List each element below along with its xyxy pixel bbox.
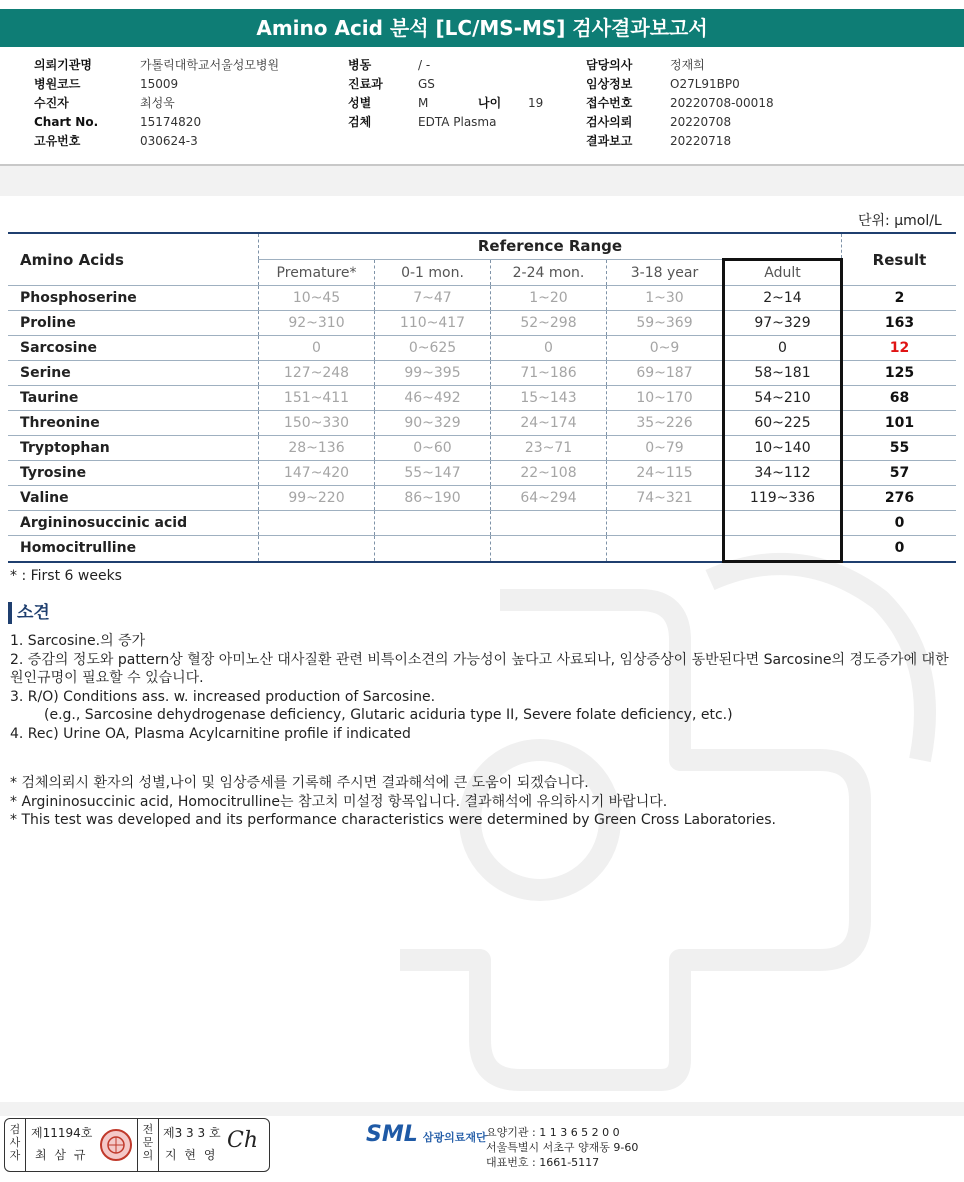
ref-3-18-year: 0~9 <box>607 336 724 361</box>
doctor-name: 정재희 <box>670 58 705 72</box>
address: 서울특별시 서초구 양재동 9-60 <box>486 1141 639 1154</box>
company-address <box>486 1125 638 1170</box>
info-label: 병원코드 <box>34 77 81 91</box>
info-label: 수진자 <box>34 96 69 110</box>
ref-0-1-mon: 55~147 <box>375 461 491 486</box>
ref-premature <box>259 511 375 536</box>
sml-logo: SML <box>366 1122 418 1147</box>
ref-2-24-mon: 22~108 <box>491 461 607 486</box>
ref-0-1-mon: 7~47 <box>375 286 491 311</box>
header-adult: Adult <box>724 260 842 286</box>
report-date: 20220718 <box>670 134 732 148</box>
amino-acid-name: Argininosuccinic acid <box>8 511 259 536</box>
department: GS <box>418 77 435 91</box>
result-value: 163 <box>842 311 957 336</box>
specialist-cert: 제3 3 3 호 <box>163 1126 221 1140</box>
finding-item: 4. Rec) Urine OA, Plasma Acylcarnitine profile if indicated <box>10 725 411 742</box>
ref-3-18-year: 1~30 <box>607 286 724 311</box>
table-row <box>8 436 956 461</box>
result-value: 0 <box>842 536 957 562</box>
examiner-name: 최 삼 규 <box>35 1148 88 1162</box>
ref-premature: 10~45 <box>259 286 375 311</box>
notes-list <box>10 774 950 830</box>
table-footnote: * : First 6 weeks <box>10 568 122 584</box>
ref-adult: 0 <box>724 336 842 361</box>
receipt-number: 20220708-00018 <box>670 96 774 110</box>
note-item: * This test was developed and its performance characteristics were determined by Green Cross Laboratories. <box>10 812 776 828</box>
ref-3-18-year: 69~187 <box>607 361 724 386</box>
amino-acid-name: Homocitrulline <box>8 536 259 562</box>
unit-label: 단위: μmol/L <box>858 213 942 229</box>
table-row <box>8 286 956 311</box>
phone: 대표번호 : 1661-5117 <box>486 1156 600 1169</box>
result-value: 68 <box>842 386 957 411</box>
result-value: 12 <box>842 336 957 361</box>
info-label: Chart No. <box>34 115 99 129</box>
table-row <box>8 386 956 411</box>
footer-band <box>0 1102 964 1116</box>
report-title: Amino Acid 분석 [LC/MS-MS] 검사결과보고서 <box>0 9 964 47</box>
table-row <box>8 311 956 336</box>
info-label: 검체 <box>348 115 372 129</box>
specialist-label-cell <box>137 1119 159 1171</box>
specialist-label: 전문의 <box>142 1123 154 1162</box>
info-label: 검사의뢰 <box>586 115 633 129</box>
amino-acid-name: Proline <box>8 311 259 336</box>
ref-3-18-year: 74~321 <box>607 486 724 511</box>
chart-number: 15174820 <box>140 115 202 129</box>
signature-box <box>4 1118 270 1172</box>
amino-acid-name: Sarcosine <box>8 336 259 361</box>
info-labels-col2 <box>348 56 383 132</box>
result-value: 55 <box>842 436 957 461</box>
amino-acid-name: Tryptophan <box>8 436 259 461</box>
header-2-24-mon: 2-24 mon. <box>491 260 607 286</box>
table-row <box>8 461 956 486</box>
age-label-wrap <box>478 94 501 113</box>
ref-3-18-year: 24~115 <box>607 461 724 486</box>
ref-3-18-year <box>607 536 724 562</box>
finding-item: (e.g., Sarcosine dehydrogenase deficiency, Glutaric aciduria type II, Severe folate deficiency, etc.) <box>44 707 733 723</box>
amino-acid-name: Valine <box>8 486 259 511</box>
ref-adult: 97~329 <box>724 311 842 336</box>
amino-acid-name: Taurine <box>8 386 259 411</box>
request-date: 20220708 <box>670 115 732 129</box>
patient-name: 최성욱 <box>140 96 175 110</box>
ref-3-18-year: 35~226 <box>607 411 724 436</box>
institution-code: 요양기관 : 1 1 3 6 5 2 0 0 <box>486 1126 620 1139</box>
ref-0-1-mon: 46~492 <box>375 386 491 411</box>
ref-adult: 60~225 <box>724 411 842 436</box>
finding-item: 1. Sarcosine.의 증가 <box>10 633 146 649</box>
ref-0-1-mon <box>375 536 491 562</box>
ref-2-24-mon: 71~186 <box>491 361 607 386</box>
table-row <box>8 486 956 511</box>
seal-icon <box>99 1127 133 1163</box>
ref-adult: 2~14 <box>724 286 842 311</box>
amino-acid-name: Tyrosine <box>8 461 259 486</box>
info-label: 접수번호 <box>586 96 633 110</box>
company-logo <box>366 1122 487 1147</box>
ref-2-24-mon: 15~143 <box>491 386 607 411</box>
separator-band <box>0 166 964 196</box>
table-row <box>8 511 956 536</box>
info-labels-col1 <box>34 56 98 151</box>
finding-item: 3. R/O) Conditions ass. w. increased production of Sarcosine. <box>10 688 436 705</box>
unique-number: 030624-3 <box>140 134 198 148</box>
ref-adult: 54~210 <box>724 386 842 411</box>
info-label: 성별 <box>348 96 372 110</box>
age-label: 나이 <box>478 96 502 110</box>
ref-3-18-year: 10~170 <box>607 386 724 411</box>
info-labels-col3 <box>586 56 632 151</box>
amino-acid-name: Phosphoserine <box>8 286 259 311</box>
result-value: 2 <box>842 286 957 311</box>
table-row <box>8 411 956 436</box>
header-amino-acids: Amino Acids <box>8 233 259 286</box>
ref-0-1-mon: 90~329 <box>375 411 491 436</box>
examiner-cert: 제11194호 <box>31 1126 93 1140</box>
info-label: 고유번호 <box>34 134 81 148</box>
ref-premature: 92~310 <box>259 311 375 336</box>
ref-2-24-mon <box>491 536 607 562</box>
info-values-col3 <box>670 56 774 151</box>
ref-0-1-mon <box>375 511 491 536</box>
ref-0-1-mon: 86~190 <box>375 486 491 511</box>
ref-premature: 28~136 <box>259 436 375 461</box>
ref-adult: 119~336 <box>724 486 842 511</box>
info-label: 결과보고 <box>586 134 633 148</box>
table-row <box>8 536 956 562</box>
info-values-col1 <box>140 56 279 151</box>
ref-2-24-mon <box>491 511 607 536</box>
ref-3-18-year <box>607 511 724 536</box>
ref-2-24-mon: 64~294 <box>491 486 607 511</box>
finding-item: 2. 증감의 정도와 pattern상 혈장 아미노산 대사질환 관련 비특이소견의 가능성이 높다고 사료되나, 임상증상이 동반된다면 Sarcosine의 경도증가에 대한 원인규명이 필요할 수 있습니다. <box>10 651 949 686</box>
ref-0-1-mon: 99~395 <box>375 361 491 386</box>
note-item: * Argininosuccinic acid, Homocitrulline는 참고치 미설정 항목입니다. 결과해석에 유의하시기 바랍니다. <box>10 793 668 810</box>
ref-2-24-mon: 24~174 <box>491 411 607 436</box>
findings-list <box>10 632 950 743</box>
info-label: 담당의사 <box>586 58 633 72</box>
info-label: 의뢰기관명 <box>34 58 92 72</box>
hospital-name: 가톨릭대학교서울성모병원 <box>140 58 280 72</box>
specialist-name: 지 현 영 <box>165 1148 218 1162</box>
table-header-row <box>8 233 956 260</box>
heading-bar <box>8 602 12 624</box>
findings-title: 소견 <box>17 603 50 623</box>
company-name: 삼광의료재단 <box>422 1131 487 1144</box>
ref-premature: 147~420 <box>259 461 375 486</box>
ref-premature: 127~248 <box>259 361 375 386</box>
ref-adult: 34~112 <box>724 461 842 486</box>
clinical-info: O27L91BP0 <box>670 77 740 91</box>
ref-premature: 151~411 <box>259 386 375 411</box>
result-value: 0 <box>842 511 957 536</box>
info-label: 병동 <box>348 58 372 72</box>
result-value: 57 <box>842 461 957 486</box>
result-value: 125 <box>842 361 957 386</box>
ref-3-18-year: 59~369 <box>607 311 724 336</box>
signature-mark: Ch <box>227 1128 259 1153</box>
ref-2-24-mon: 0 <box>491 336 607 361</box>
ref-adult: 10~140 <box>724 436 842 461</box>
age-value-wrap <box>528 94 543 113</box>
table-row <box>8 361 956 386</box>
amino-acid-name: Serine <box>8 361 259 386</box>
ref-adult <box>724 511 842 536</box>
ref-premature: 0 <box>259 336 375 361</box>
ref-0-1-mon: 0~60 <box>375 436 491 461</box>
info-label: 임상정보 <box>586 77 633 91</box>
ref-adult: 58~181 <box>724 361 842 386</box>
findings-heading <box>8 598 50 622</box>
ref-adult <box>724 536 842 562</box>
result-value: 276 <box>842 486 957 511</box>
table-row <box>8 336 956 361</box>
header-result: Result <box>842 233 957 286</box>
header-0-1-mon: 0-1 mon. <box>375 260 491 286</box>
header-reference-range: Reference Range <box>259 233 842 260</box>
examiner-label: 검사자 <box>9 1123 21 1162</box>
table-body <box>8 286 956 562</box>
ref-2-24-mon: 1~20 <box>491 286 607 311</box>
amino-acid-name: Threonine <box>8 411 259 436</box>
header-3-18-year: 3-18 year <box>607 260 724 286</box>
examiner-label-cell <box>5 1119 26 1171</box>
amino-acid-table <box>8 232 956 563</box>
result-value: 101 <box>842 411 957 436</box>
info-label: 진료과 <box>348 77 383 91</box>
ref-premature <box>259 536 375 562</box>
ref-0-1-mon: 110~417 <box>375 311 491 336</box>
ref-3-18-year: 0~79 <box>607 436 724 461</box>
header-premature: Premature* <box>259 260 375 286</box>
ward: / - <box>418 58 431 72</box>
sex: M <box>418 96 429 110</box>
ref-0-1-mon: 0~625 <box>375 336 491 361</box>
ref-2-24-mon: 23~71 <box>491 436 607 461</box>
note-item: * 검체의뢰시 환자의 성별,나이 및 임상증세를 기록해 주시면 결과해석에 큰 도움이 되겠습니다. <box>10 775 589 791</box>
ref-premature: 150~330 <box>259 411 375 436</box>
specimen: EDTA Plasma <box>418 115 497 129</box>
ref-premature: 99~220 <box>259 486 375 511</box>
ref-2-24-mon: 52~298 <box>491 311 607 336</box>
age-value: 19 <box>528 96 544 110</box>
hospital-code: 15009 <box>140 77 179 91</box>
